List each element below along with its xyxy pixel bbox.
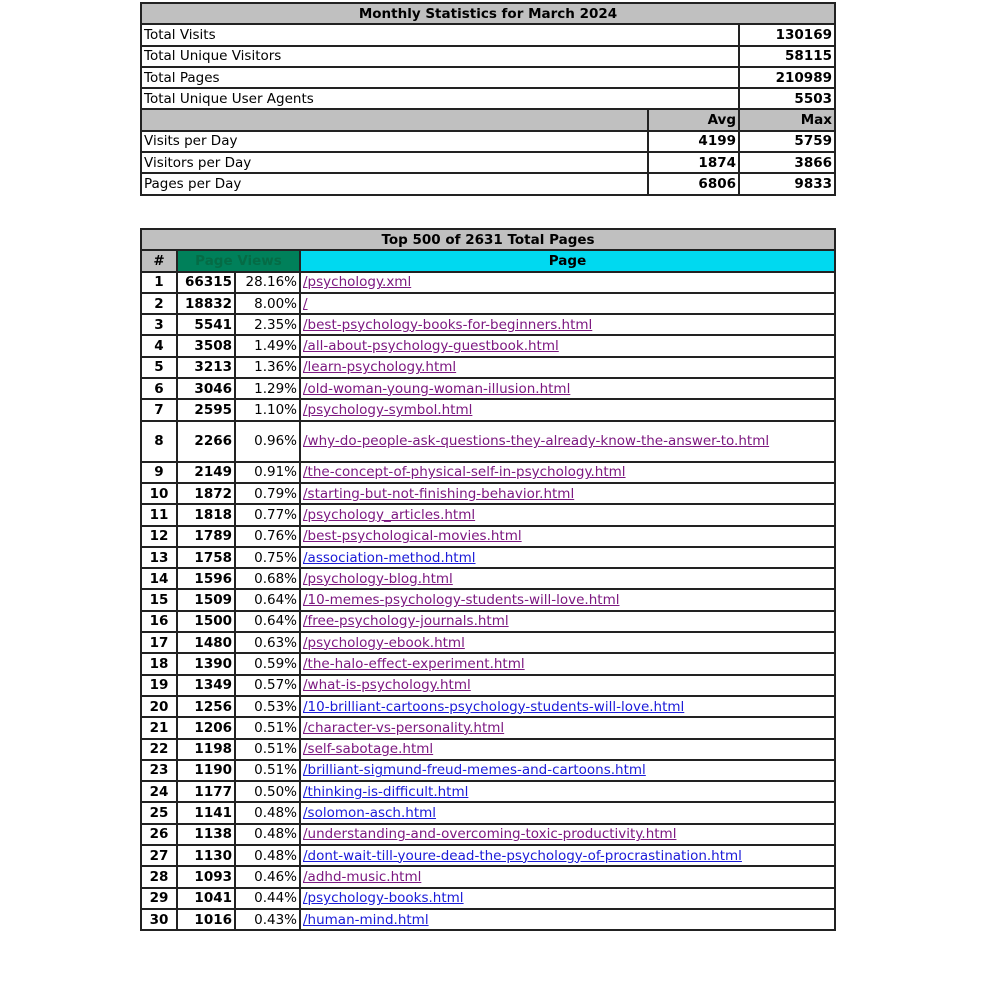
row-rank: 22 (141, 739, 177, 760)
page-link[interactable]: /best-psychology-books-for-beginners.html (303, 316, 593, 333)
row-page-views: 1138 (177, 824, 235, 845)
row-rank: 7 (141, 399, 177, 420)
stat-row (141, 46, 835, 67)
page-link[interactable]: /the-halo-effect-experiment.html (303, 655, 525, 672)
page-link[interactable]: /association-method.html (303, 549, 476, 566)
row-page-views: 1016 (177, 909, 235, 930)
table-row (141, 675, 835, 696)
row-page-views: 2595 (177, 399, 235, 420)
row-page-cell (300, 526, 835, 547)
row-percent: 8.00% (235, 293, 300, 314)
table-row (141, 653, 835, 674)
page-link[interactable]: /psychology-books.html (303, 890, 464, 907)
per-day-avg: 1874 (648, 152, 739, 173)
page-link[interactable]: /starting-but-not-finishing-behavior.html (303, 485, 575, 502)
row-page-views: 2266 (177, 421, 235, 462)
row-rank: 11 (141, 504, 177, 525)
table-row (141, 335, 835, 356)
row-percent: 0.76% (235, 526, 300, 547)
row-rank: 30 (141, 909, 177, 930)
per-day-row (141, 131, 835, 152)
row-percent: 0.77% (235, 504, 300, 525)
row-rank: 13 (141, 547, 177, 568)
table-row (141, 421, 835, 462)
row-page-cell (300, 909, 835, 930)
monthly-title: Monthly Statistics for March 2024 (141, 3, 835, 24)
page-link[interactable]: /brilliant-sigmund-freud-memes-and-cartoons.html (303, 762, 646, 779)
row-page-cell (300, 696, 835, 717)
row-percent: 0.44% (235, 888, 300, 909)
row-percent: 0.48% (235, 824, 300, 845)
row-percent: 0.59% (235, 653, 300, 674)
max-header: Max (739, 109, 835, 130)
stat-value: 58115 (739, 46, 835, 67)
row-rank: 29 (141, 888, 177, 909)
row-rank: 24 (141, 781, 177, 802)
row-page-views: 1480 (177, 632, 235, 653)
page-link[interactable]: /the-concept-of-physical-self-in-psychology.html (303, 464, 626, 481)
per-day-label: Pages per Day (141, 173, 648, 194)
page-link[interactable]: /dont-wait-till-youre-dead-the-psychology-of-procrastination.html (303, 847, 742, 864)
row-page-cell (300, 845, 835, 866)
row-page-cell (300, 568, 835, 589)
row-percent: 1.29% (235, 378, 300, 399)
table-row (141, 696, 835, 717)
row-page-views: 18832 (177, 293, 235, 314)
row-page-views: 1256 (177, 696, 235, 717)
row-rank: 26 (141, 824, 177, 845)
table-row (141, 462, 835, 483)
row-page-cell (300, 675, 835, 696)
row-percent: 0.75% (235, 547, 300, 568)
row-rank: 8 (141, 421, 177, 462)
row-rank: 9 (141, 462, 177, 483)
row-page-cell (300, 547, 835, 568)
table-row (141, 483, 835, 504)
table-row (141, 399, 835, 420)
page-link[interactable]: /adhd-music.html (303, 868, 422, 885)
row-page-views: 5541 (177, 314, 235, 335)
row-rank: 14 (141, 568, 177, 589)
per-day-max: 5759 (739, 131, 835, 152)
row-rank: 2 (141, 293, 177, 314)
stat-value: 210989 (739, 67, 835, 88)
row-page-cell (300, 378, 835, 399)
stat-label: Total Pages (141, 67, 739, 88)
row-page-cell (300, 632, 835, 653)
row-rank: 3 (141, 314, 177, 335)
row-page-cell (300, 293, 835, 314)
row-page-views: 3213 (177, 357, 235, 378)
row-page-cell (300, 462, 835, 483)
row-page-cell (300, 399, 835, 420)
table-row (141, 568, 835, 589)
row-percent: 0.68% (235, 568, 300, 589)
row-page-cell (300, 866, 835, 887)
monthly-statistics-table (140, 2, 836, 196)
row-rank: 10 (141, 483, 177, 504)
row-page-views: 1818 (177, 504, 235, 525)
table-row (141, 357, 835, 378)
table-row (141, 845, 835, 866)
page-link[interactable]: /best-psychological-movies.html (303, 528, 522, 545)
row-page-cell (300, 888, 835, 909)
page-link[interactable]: /all-about-psychology-guestbook.html (303, 338, 559, 355)
row-percent: 0.48% (235, 802, 300, 823)
row-percent: 1.10% (235, 399, 300, 420)
page-link[interactable]: /character-vs-personality.html (303, 719, 505, 736)
row-page-views: 1789 (177, 526, 235, 547)
table-row (141, 802, 835, 823)
per-day-label: Visits per Day (141, 131, 648, 152)
row-page-views: 1177 (177, 781, 235, 802)
per-day-max: 3866 (739, 152, 835, 173)
page-link[interactable]: /psychology-symbol.html (303, 402, 473, 419)
row-page-views: 1093 (177, 866, 235, 887)
row-page-cell (300, 357, 835, 378)
page-link[interactable]: /psychology-blog.html (303, 570, 453, 587)
row-page-views: 3046 (177, 378, 235, 399)
monthly-title-row (141, 3, 835, 24)
row-rank: 20 (141, 696, 177, 717)
row-rank: 12 (141, 526, 177, 547)
table-row (141, 888, 835, 909)
page-link[interactable]: /solomon-asch.html (303, 805, 437, 822)
row-page-views: 1041 (177, 888, 235, 909)
row-page-views: 1390 (177, 653, 235, 674)
stat-label: Total Unique User Agents (141, 88, 739, 109)
row-page-cell (300, 335, 835, 356)
row-rank: 19 (141, 675, 177, 696)
row-page-views: 3508 (177, 335, 235, 356)
row-page-cell (300, 589, 835, 610)
row-page-views: 2149 (177, 462, 235, 483)
per-day-max: 9833 (739, 173, 835, 194)
table-row (141, 547, 835, 568)
row-page-cell (300, 802, 835, 823)
avg-header: Avg (648, 109, 739, 130)
per-day-row (141, 173, 835, 194)
rank-header: # (141, 250, 177, 271)
table-row (141, 314, 835, 335)
table-row (141, 717, 835, 738)
row-percent: 0.51% (235, 760, 300, 781)
page-link[interactable]: /free-psychology-journals.html (303, 613, 509, 630)
row-rank: 25 (141, 802, 177, 823)
row-page-views: 66315 (177, 272, 235, 293)
row-rank: 21 (141, 717, 177, 738)
row-page-cell (300, 717, 835, 738)
row-rank: 1 (141, 272, 177, 293)
row-page-views: 1758 (177, 547, 235, 568)
row-rank: 17 (141, 632, 177, 653)
page-link[interactable]: /human-mind.html (303, 911, 429, 928)
page-link[interactable]: /psychology-ebook.html (303, 634, 465, 651)
per-day-label: Visitors per Day (141, 152, 648, 173)
page-link[interactable]: /understanding-and-overcoming-toxic-productivity.html (303, 826, 677, 843)
page-link[interactable]: /what-is-psychology.html (303, 677, 471, 694)
page-link[interactable]: /10-brilliant-cartoons-psychology-students-will-love.html (303, 698, 685, 715)
row-percent: 0.50% (235, 781, 300, 802)
row-percent: 0.51% (235, 717, 300, 738)
page-header: Page (300, 250, 835, 271)
row-rank: 18 (141, 653, 177, 674)
stat-label: Total Unique Visitors (141, 46, 739, 67)
row-percent: 0.57% (235, 675, 300, 696)
table-row (141, 378, 835, 399)
row-page-cell (300, 653, 835, 674)
top-pages-title: Top 500 of 2631 Total Pages (141, 229, 835, 250)
row-rank: 15 (141, 589, 177, 610)
row-percent: 0.64% (235, 611, 300, 632)
row-page-cell (300, 421, 835, 462)
stat-value: 5503 (739, 88, 835, 109)
table-row (141, 824, 835, 845)
per-day-avg: 4199 (648, 131, 739, 152)
row-percent: 0.43% (235, 909, 300, 930)
row-percent: 0.48% (235, 845, 300, 866)
row-page-views: 1130 (177, 845, 235, 866)
page-link[interactable]: /learn-psychology.html (303, 359, 457, 376)
row-page-views: 1349 (177, 675, 235, 696)
stat-value: 130169 (739, 24, 835, 45)
table-row (141, 526, 835, 547)
row-rank: 6 (141, 378, 177, 399)
row-page-cell (300, 504, 835, 525)
row-page-cell (300, 760, 835, 781)
table-row (141, 760, 835, 781)
row-percent: 0.53% (235, 696, 300, 717)
table-row (141, 781, 835, 802)
stat-row (141, 67, 835, 88)
page-link[interactable]: /why-do-people-ask-questions-they-already-know-the-answer-to.html (303, 433, 770, 450)
row-percent: 1.49% (235, 335, 300, 356)
per-day-row (141, 152, 835, 173)
table-row (141, 739, 835, 760)
stat-row (141, 88, 835, 109)
row-percent: 2.35% (235, 314, 300, 335)
top-pages-header-row (141, 250, 835, 271)
page-link[interactable]: /thinking-is-difficult.html (303, 783, 469, 800)
row-percent: 0.51% (235, 739, 300, 760)
table-row (141, 866, 835, 887)
row-percent: 28.16% (235, 272, 300, 293)
table-row (141, 293, 835, 314)
row-percent: 0.79% (235, 483, 300, 504)
row-page-cell (300, 483, 835, 504)
row-rank: 27 (141, 845, 177, 866)
row-page-cell (300, 781, 835, 802)
page-link[interactable]: / (303, 295, 308, 312)
row-page-views: 1596 (177, 568, 235, 589)
row-percent: 1.36% (235, 357, 300, 378)
stat-label: Total Visits (141, 24, 739, 45)
table-row (141, 611, 835, 632)
table-row (141, 632, 835, 653)
row-page-cell (300, 739, 835, 760)
table-row (141, 504, 835, 525)
row-rank: 23 (141, 760, 177, 781)
row-page-cell (300, 611, 835, 632)
row-rank: 16 (141, 611, 177, 632)
per-day-avg: 6806 (648, 173, 739, 194)
row-percent: 0.96% (235, 421, 300, 462)
row-page-views: 1872 (177, 483, 235, 504)
row-percent: 0.46% (235, 866, 300, 887)
row-percent: 0.64% (235, 589, 300, 610)
row-page-views: 1500 (177, 611, 235, 632)
page-link[interactable]: /old-woman-young-woman-illusion.html (303, 380, 571, 397)
row-rank: 5 (141, 357, 177, 378)
row-page-cell (300, 314, 835, 335)
table-row (141, 909, 835, 930)
row-page-views: 1198 (177, 739, 235, 760)
row-percent: 0.63% (235, 632, 300, 653)
row-rank: 28 (141, 866, 177, 887)
row-page-views: 1206 (177, 717, 235, 738)
row-percent: 0.91% (235, 462, 300, 483)
top-pages-table (140, 228, 836, 931)
row-rank: 4 (141, 335, 177, 356)
page-link[interactable]: /psychology_articles.html (303, 506, 476, 523)
row-page-cell (300, 272, 835, 293)
per-day-header-row (141, 109, 835, 130)
stat-row (141, 24, 835, 45)
top-pages-title-row (141, 229, 835, 250)
table-row (141, 589, 835, 610)
page-link[interactable]: /psychology.xml (303, 274, 412, 291)
page-link[interactable]: /self-sabotage.html (303, 741, 434, 758)
row-page-views: 1509 (177, 589, 235, 610)
page-views-header: Page Views (177, 250, 300, 271)
row-page-views: 1190 (177, 760, 235, 781)
row-page-cell (300, 824, 835, 845)
row-page-views: 1141 (177, 802, 235, 823)
page-link[interactable]: /10-memes-psychology-students-will-love.html (303, 592, 620, 609)
per-day-header-blank (141, 109, 648, 130)
table-row (141, 272, 835, 293)
